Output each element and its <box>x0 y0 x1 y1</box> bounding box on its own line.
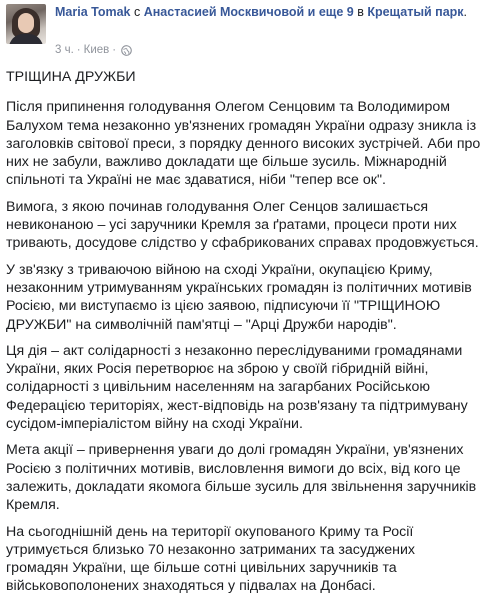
author-avatar[interactable] <box>6 4 46 44</box>
meta-separator: · <box>112 44 117 56</box>
place-suffix: . <box>463 5 468 19</box>
post-meta <box>55 43 132 57</box>
avatar-face <box>18 13 34 33</box>
post-paragraph: Після припинення голодування Олегом Сенцовим та Володимиром Балухом тема незаконно ув'язнених громадян України одразу зникла із заголовків світової преси, з порядку денного високих зустрічей. Аби про них не забули, важливо докладати ще більше зусиль. Міжнародній спільноті та Україні не має здаватися, ніби "тепер все ок". <box>6 99 481 189</box>
post-body <box>6 68 481 598</box>
meta-separator: · <box>76 44 81 56</box>
globe-icon[interactable] <box>121 45 132 56</box>
post-paragraph: На сьогоднішній день на території окупованого Криму та Росії утримується близько 70 незаконно затриманих та засуджених громадян України, ще більше сотні цивільних заручників та військовополонених знаходяться у підвалах на Донбасі. <box>6 523 415 595</box>
post-header <box>6 4 481 62</box>
post-paragraph: Ця дія – акт солідарності з незаконно переслідуваними громадянами України, яких Росія перетворює на зброю у своїй гібридній війні, солідарності з цивільним населенням на загарбаних Російською Федерацією територіях, жест-відповідь на розв'язану та підтримувану сусідом-імперіалістом війну на сході України. <box>6 342 468 433</box>
post-paragraph: Вимога, з якою починав голодування Олег Сенцов залишається невиконаною – усі заручники Кремля за ґратами, процеси проти них тривають, досудове слідство у сфабрикованих справах продовжується. <box>6 198 479 252</box>
post-header-text <box>55 4 481 20</box>
post-paragraph: Мета акції – привернення уваги до долі громадян України, ув'язнених Росією з політичних мотивів, висловлення вимоги до всіх, від кого це залежить, докладати якомога більше зусиль для звільнення заручників Кремля. <box>6 442 477 514</box>
in-text: в <box>357 5 364 19</box>
checkin-place-link[interactable]: Крещатый парк <box>367 5 464 19</box>
post-paragraph: У зв'язку з триваючою війною на сході України, окупацією Криму, незаконним утримуванням українських громадян із політичних мотивів Росією, ми виступаємо із цією заявою, підписуючи її "ТРІЩИНОЮ ДРУЖБИ" на символічній пам'ятці – "Арці Дружби народів". <box>6 261 472 333</box>
avatar-shoulders <box>9 34 43 44</box>
tagged-people-link[interactable]: Анастасией Москвичовой и еще 9 <box>143 5 354 19</box>
with-text: с <box>133 5 141 19</box>
post-title: ТРІЩИНА ДРУЖБИ <box>6 69 136 85</box>
post-timestamp[interactable]: 3 ч. <box>55 44 74 56</box>
author-name[interactable]: Maria Tomak <box>55 5 131 19</box>
post-location[interactable]: Киев <box>83 44 110 56</box>
